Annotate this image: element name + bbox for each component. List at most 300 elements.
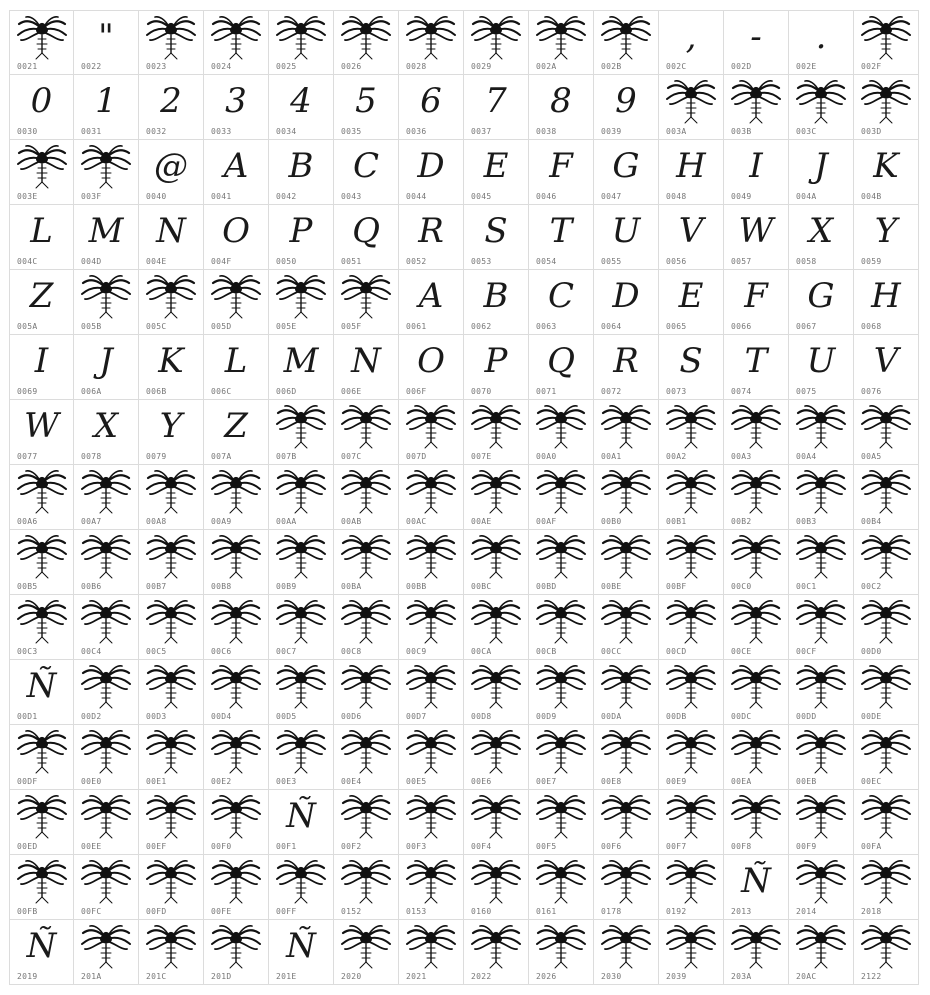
spider-glyph-icon (464, 725, 528, 777)
glyph-char: 6 (420, 81, 442, 121)
glyph-code: 00E4 (341, 777, 362, 786)
glyph-cell (334, 335, 399, 400)
glyph-cell (399, 270, 464, 335)
glyph-cell (659, 465, 724, 530)
glyph-char: O (417, 341, 445, 381)
glyph-code: 00D8 (471, 712, 492, 721)
glyph-code: 00F3 (406, 842, 427, 851)
glyph-code: 00A6 (17, 517, 38, 526)
glyph-code: 2020 (341, 972, 362, 981)
glyph-cell (74, 465, 139, 530)
glyph-code: 007A (211, 452, 232, 461)
glyph-code: 00B5 (17, 582, 38, 591)
spider-glyph-icon (399, 530, 463, 582)
glyph-cell (74, 790, 139, 855)
spider-glyph-icon (529, 465, 593, 517)
glyph-char: J (99, 341, 113, 381)
glyph-cell (139, 465, 204, 530)
glyph-char: A (223, 146, 249, 186)
spider-glyph-icon (399, 11, 463, 63)
glyph-code: 0041 (211, 192, 232, 201)
glyph-code: 00BA (341, 582, 362, 591)
glyph-char: N (156, 211, 186, 251)
spider-glyph-icon (724, 465, 788, 517)
glyph-cell (529, 595, 594, 660)
glyph-code: 0054 (536, 257, 557, 266)
spider-glyph-icon (659, 660, 723, 712)
glyph-code: 0036 (406, 127, 427, 136)
glyph-code: 006F (406, 387, 427, 396)
glyph-cell (334, 75, 399, 140)
glyph-char: K (873, 146, 899, 186)
glyph-code: 005B (81, 322, 102, 331)
glyph-cell (269, 790, 334, 855)
spider-glyph-icon (399, 790, 463, 842)
glyph-char: G (807, 276, 835, 316)
glyph-code: 00E2 (211, 777, 232, 786)
glyph-code: 0079 (146, 452, 167, 461)
glyph-cell (9, 790, 74, 855)
glyph-char: R (418, 211, 444, 251)
spider-glyph-icon (139, 11, 203, 63)
glyph-cell (529, 205, 594, 270)
glyph-cell (269, 400, 334, 465)
glyph-code: 00F2 (341, 842, 362, 851)
glyph-code: 0077 (17, 452, 38, 461)
glyph-cell (789, 790, 854, 855)
glyph-cell (724, 855, 789, 920)
spider-glyph-icon (10, 11, 73, 63)
glyph-cell (74, 270, 139, 335)
glyph-code: 0045 (471, 192, 492, 201)
glyph-char: Z (224, 406, 248, 446)
glyph-code: 003D (861, 127, 882, 136)
glyph-cell (464, 855, 529, 920)
glyph-code: 007B (276, 452, 297, 461)
glyph-code: 006E (341, 387, 362, 396)
glyph-cell (204, 660, 269, 725)
glyph-cell (789, 855, 854, 920)
glyph-cell (464, 270, 529, 335)
glyph-cell (789, 530, 854, 595)
spider-glyph-icon (399, 725, 463, 777)
glyph-cell (659, 595, 724, 660)
glyph-char: Q (352, 211, 380, 251)
glyph-code: 0032 (146, 127, 167, 136)
spider-glyph-icon (334, 790, 398, 842)
spider-glyph-icon (724, 725, 788, 777)
glyph-cell (789, 75, 854, 140)
glyph-cell (399, 465, 464, 530)
glyph-cell (854, 400, 919, 465)
glyph-code: 0044 (406, 192, 427, 201)
glyph-cell (9, 855, 74, 920)
glyph-char: C (547, 276, 574, 316)
glyph-cell (529, 465, 594, 530)
spider-glyph-icon (74, 855, 138, 907)
spider-glyph-icon (399, 465, 463, 517)
glyph-code: 201C (146, 972, 167, 981)
glyph-cell (529, 335, 594, 400)
glyph-cell (529, 660, 594, 725)
spider-glyph-icon (334, 920, 398, 972)
glyph-code: 2021 (406, 972, 427, 981)
glyph-code: 00FD (146, 907, 167, 916)
glyph-code: 0024 (211, 62, 232, 71)
glyph-code: 0047 (601, 192, 622, 201)
glyph-code: 00FA (861, 842, 882, 851)
glyph-cell (854, 140, 919, 205)
glyph-char: D (417, 146, 445, 186)
glyph-cell (789, 335, 854, 400)
spider-glyph-icon (10, 140, 73, 192)
spider-glyph-icon (464, 790, 528, 842)
spider-glyph-icon (139, 465, 203, 517)
glyph-cell (269, 270, 334, 335)
glyph-cell (594, 595, 659, 660)
glyph-code: 00E5 (406, 777, 427, 786)
glyph-code: 201A (81, 972, 102, 981)
spider-glyph-icon (529, 855, 593, 907)
glyph-code: 00F1 (276, 842, 297, 851)
spider-glyph-icon (789, 400, 853, 452)
glyph-code: 20AC (796, 972, 817, 981)
glyph-cell (139, 855, 204, 920)
glyph-code: 0070 (471, 387, 492, 396)
spider-glyph-icon (139, 725, 203, 777)
glyph-code: 203A (731, 972, 752, 981)
glyph-cell (464, 530, 529, 595)
glyph-cell (9, 270, 74, 335)
glyph-cell (594, 400, 659, 465)
glyph-cell (724, 270, 789, 335)
glyph-code: 00EF (146, 842, 167, 851)
glyph-code: 00DF (17, 777, 38, 786)
glyph-code: 00BB (406, 582, 427, 591)
glyph-code: 0021 (17, 62, 38, 71)
spider-glyph-icon (204, 660, 268, 712)
glyph-cell (269, 595, 334, 660)
spider-glyph-icon (269, 595, 333, 647)
glyph-cell (529, 400, 594, 465)
glyph-code: 00A8 (146, 517, 167, 526)
glyph-code: 006B (146, 387, 167, 396)
glyph-cell (9, 465, 74, 530)
glyph-char: Ñ (286, 796, 316, 836)
glyph-char: J (814, 146, 828, 186)
glyph-cell (659, 10, 724, 75)
spider-glyph-icon (464, 920, 528, 972)
glyph-cell (74, 530, 139, 595)
glyph-code: 00EB (796, 777, 817, 786)
glyph-code: 0161 (536, 907, 557, 916)
glyph-cell (854, 790, 919, 855)
glyph-code: 0064 (601, 322, 622, 331)
glyph-cell (204, 400, 269, 465)
glyph-code: 002E (796, 62, 817, 71)
glyph-char: H (676, 146, 706, 186)
glyph-code: 0062 (471, 322, 492, 331)
glyph-cell (139, 75, 204, 140)
glyph-code: 002B (601, 62, 622, 71)
glyph-char: F (744, 276, 768, 316)
spider-glyph-icon (204, 270, 268, 322)
glyph-cell (334, 530, 399, 595)
glyph-code: 006A (81, 387, 102, 396)
glyph-cell (789, 920, 854, 985)
glyph-code: 005E (276, 322, 297, 331)
glyph-char: D (612, 276, 640, 316)
glyph-cell (594, 10, 659, 75)
spider-glyph-icon (529, 530, 593, 582)
glyph-cell (724, 920, 789, 985)
glyph-code: 00BD (536, 582, 557, 591)
glyph-cell (269, 75, 334, 140)
spider-glyph-icon (529, 790, 593, 842)
glyph-code: 00F9 (796, 842, 817, 851)
glyph-code: 00F0 (211, 842, 232, 851)
glyph-code: 003E (17, 192, 38, 201)
glyph-code: 0067 (796, 322, 817, 331)
glyph-char: - (750, 17, 762, 57)
glyph-cell (204, 595, 269, 660)
glyph-cell (9, 400, 74, 465)
glyph-code: 00D3 (146, 712, 167, 721)
glyph-code: 2026 (536, 972, 557, 981)
glyph-cell (139, 10, 204, 75)
glyph-char: T (549, 211, 573, 251)
spider-glyph-icon (659, 855, 723, 907)
spider-glyph-icon (269, 855, 333, 907)
glyph-code: 0050 (276, 257, 297, 266)
glyph-cell (724, 595, 789, 660)
glyph-char: E (678, 276, 704, 316)
spider-glyph-icon (10, 725, 73, 777)
glyph-code: 0037 (471, 127, 492, 136)
glyph-code: 00DB (666, 712, 687, 721)
glyph-char: X (808, 211, 834, 251)
glyph-cell (9, 920, 74, 985)
glyph-code: 00FE (211, 907, 232, 916)
glyph-code: 002F (861, 62, 882, 71)
glyph-code: 0046 (536, 192, 557, 201)
glyph-cell (529, 790, 594, 855)
glyph-cell (9, 335, 74, 400)
glyph-cell (334, 660, 399, 725)
spider-glyph-icon (854, 790, 918, 842)
glyph-cell (139, 530, 204, 595)
glyph-cell (724, 205, 789, 270)
glyph-cell (594, 530, 659, 595)
glyph-code: 004A (796, 192, 817, 201)
spider-glyph-icon (854, 595, 918, 647)
glyph-cell (74, 10, 139, 75)
glyph-code: 0071 (536, 387, 557, 396)
glyph-code: 00B4 (861, 517, 882, 526)
glyph-cell (399, 790, 464, 855)
glyph-code: 00C1 (796, 582, 817, 591)
glyph-code: 0033 (211, 127, 232, 136)
glyph-char: U (806, 341, 836, 381)
glyph-code: 007E (471, 452, 492, 461)
glyph-cell (789, 205, 854, 270)
glyph-code: 00AA (276, 517, 297, 526)
glyph-char: Z (29, 276, 54, 316)
glyph-code: 004D (81, 257, 102, 266)
glyph-code: 00ED (17, 842, 38, 851)
glyph-code: 2018 (861, 907, 882, 916)
glyph-code: 0056 (666, 257, 687, 266)
spider-glyph-icon (594, 11, 658, 63)
spider-glyph-icon (139, 790, 203, 842)
glyph-code: 00C9 (406, 647, 427, 656)
glyph-code: 0192 (666, 907, 687, 916)
glyph-code: 0051 (341, 257, 362, 266)
glyph-code: 0076 (861, 387, 882, 396)
glyph-cell (334, 465, 399, 530)
glyph-code: 00A0 (536, 452, 557, 461)
glyph-cell (399, 855, 464, 920)
glyph-cell (789, 10, 854, 75)
glyph-cell (854, 270, 919, 335)
glyph-code: 007D (406, 452, 427, 461)
glyph-cell (529, 140, 594, 205)
spider-glyph-icon (724, 790, 788, 842)
glyph-cell (724, 530, 789, 595)
glyph-code: 0043 (341, 192, 362, 201)
glyph-cell (594, 75, 659, 140)
spider-glyph-icon (74, 595, 138, 647)
glyph-code: 00B7 (146, 582, 167, 591)
glyph-cell (724, 660, 789, 725)
spider-glyph-icon (204, 465, 268, 517)
glyph-char: Ñ (26, 666, 57, 706)
spider-glyph-icon (659, 790, 723, 842)
glyph-code: 0066 (731, 322, 752, 331)
glyph-cell (594, 855, 659, 920)
spider-glyph-icon (659, 400, 723, 452)
glyph-code: 004F (211, 257, 232, 266)
glyph-code: 00AE (471, 517, 492, 526)
glyph-code: 0039 (601, 127, 622, 136)
glyph-cell (789, 725, 854, 790)
glyph-cell (594, 790, 659, 855)
spider-glyph-icon (659, 725, 723, 777)
glyph-code: 002A (536, 62, 557, 71)
glyph-code: 201D (211, 972, 232, 981)
glyph-code: 0023 (146, 62, 167, 71)
glyph-cell (529, 725, 594, 790)
glyph-code: 005C (146, 322, 167, 331)
spider-glyph-icon (269, 270, 333, 322)
spider-glyph-icon (269, 530, 333, 582)
glyph-char: 0 (30, 81, 53, 121)
glyph-code: 00CE (731, 647, 752, 656)
glyph-cell (74, 920, 139, 985)
glyph-code: 0055 (601, 257, 622, 266)
glyph-code: 004C (17, 257, 38, 266)
glyph-code: 0063 (536, 322, 557, 331)
spider-glyph-icon (74, 530, 138, 582)
glyph-code: 0048 (666, 192, 687, 201)
glyph-char: W (738, 211, 774, 251)
spider-glyph-icon (399, 660, 463, 712)
glyph-cell (139, 595, 204, 660)
glyph-cell (659, 725, 724, 790)
glyph-code: 0178 (601, 907, 622, 916)
spider-glyph-icon (659, 595, 723, 647)
spider-glyph-icon (529, 400, 593, 452)
glyph-cell (204, 205, 269, 270)
glyph-code: 00C4 (81, 647, 102, 656)
glyph-cell (594, 335, 659, 400)
glyph-cell (659, 790, 724, 855)
glyph-cell (724, 790, 789, 855)
glyph-code: 00C7 (276, 647, 297, 656)
spider-glyph-icon (789, 530, 853, 582)
spider-glyph-icon (139, 920, 203, 972)
glyph-code: 00C2 (861, 582, 882, 591)
glyph-cell (724, 140, 789, 205)
glyph-cell (9, 140, 74, 205)
glyph-code: 00C6 (211, 647, 232, 656)
glyph-cell (399, 595, 464, 660)
glyph-cell (269, 10, 334, 75)
glyph-code: 00D0 (861, 647, 882, 656)
glyph-code: 0035 (341, 127, 362, 136)
glyph-code: 0057 (731, 257, 752, 266)
glyph-char: B (483, 276, 509, 316)
glyph-cell (139, 790, 204, 855)
glyph-cell (9, 725, 74, 790)
glyph-cell (659, 205, 724, 270)
spider-glyph-icon (789, 465, 853, 517)
spider-glyph-icon (204, 855, 268, 907)
spider-glyph-icon (529, 595, 593, 647)
glyph-code: 00FF (276, 907, 297, 916)
glyph-code: 00D1 (17, 712, 38, 721)
spider-glyph-icon (269, 400, 333, 452)
glyph-cell (399, 660, 464, 725)
glyph-char: 2 (160, 81, 182, 121)
spider-glyph-icon (10, 530, 73, 582)
spider-glyph-icon (204, 920, 268, 972)
glyph-char: V (678, 211, 704, 251)
glyph-cell (464, 920, 529, 985)
glyph-code: 00FB (17, 907, 38, 916)
glyph-cell (74, 725, 139, 790)
spider-glyph-icon (659, 920, 723, 972)
glyph-code: 0073 (666, 387, 687, 396)
glyph-cell (659, 400, 724, 465)
glyph-code: 00AC (406, 517, 427, 526)
glyph-cell (594, 465, 659, 530)
glyph-code: 0049 (731, 192, 752, 201)
glyph-cell (334, 140, 399, 205)
spider-glyph-icon (139, 660, 203, 712)
glyph-cell (854, 660, 919, 725)
glyph-cell (334, 400, 399, 465)
glyph-cell (529, 920, 594, 985)
spider-glyph-icon (399, 595, 463, 647)
spider-glyph-icon (789, 75, 853, 127)
glyph-cell (594, 270, 659, 335)
spider-glyph-icon (204, 725, 268, 777)
glyph-code: 00DC (731, 712, 752, 721)
glyph-code: 00F8 (731, 842, 752, 851)
glyph-cell (269, 660, 334, 725)
spider-glyph-icon (204, 530, 268, 582)
